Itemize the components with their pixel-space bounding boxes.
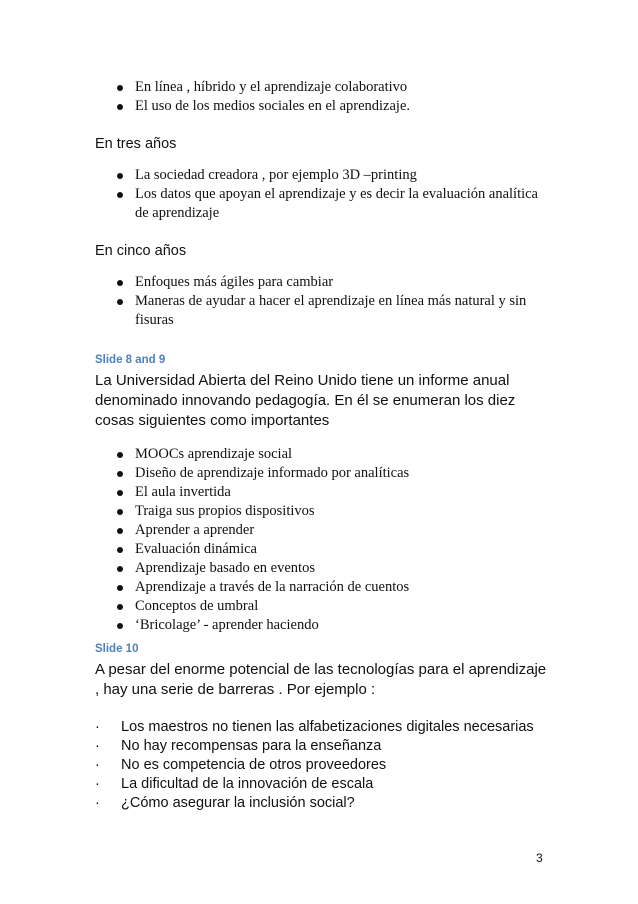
bullet-icon bbox=[117, 280, 123, 286]
bullet-icon bbox=[117, 490, 123, 496]
list-item: Conceptos de umbral bbox=[117, 597, 545, 616]
slide-8-9-label: Slide 8 and 9 bbox=[95, 354, 166, 366]
bullet-icon: · bbox=[95, 757, 100, 773]
list-item: Evaluación dinámica bbox=[117, 540, 545, 559]
list-item: Aprendizaje basado en eventos bbox=[117, 559, 545, 578]
bullet-icon bbox=[117, 547, 123, 553]
bullet-icon bbox=[117, 509, 123, 515]
three-years-bullet-list bbox=[95, 166, 547, 223]
list-item: Los datos que apoyan el aprendizaje y es decir la evaluación analítica de aprendizaje bbox=[117, 185, 547, 223]
bullet-icon bbox=[117, 104, 123, 110]
list-item: · No es competencia de otros proveedores bbox=[95, 757, 387, 773]
document-page bbox=[95, 70, 545, 813]
slide-10-label: Slide 10 bbox=[95, 643, 139, 655]
list-item: ‘Bricolage’ - aprender haciendo bbox=[117, 616, 545, 635]
list-item: En línea , híbrido y el aprendizaje colaborativo bbox=[117, 78, 545, 97]
page-number: 3 bbox=[536, 851, 543, 865]
bullet-icon bbox=[117, 299, 123, 305]
list-item: Aprender a aprender bbox=[117, 521, 545, 540]
five-years-heading: En cinco años bbox=[95, 243, 187, 259]
list-item: Traiga sus propios dispositivos bbox=[117, 502, 545, 521]
bullet-icon bbox=[117, 604, 123, 610]
bullet-icon: · bbox=[95, 776, 100, 792]
bullet-icon bbox=[117, 452, 123, 458]
list-item: MOOCs aprendizaje social bbox=[117, 445, 545, 464]
bullet-icon: · bbox=[95, 719, 100, 735]
bullet-icon bbox=[117, 623, 123, 629]
bullet-icon: · bbox=[95, 795, 100, 811]
intro-bullet-list bbox=[95, 78, 545, 116]
slide-10-barrier-list bbox=[95, 718, 545, 813]
bullet-icon: · bbox=[95, 738, 100, 754]
list-item: · ¿Cómo asegurar la inclusión social? bbox=[95, 795, 355, 811]
bullet-icon bbox=[117, 192, 123, 198]
list-item: Diseño de aprendizaje informado por analíticas bbox=[117, 464, 545, 483]
list-item: El uso de los medios sociales en el aprendizaje. bbox=[117, 97, 545, 116]
list-item: · No hay recompensas para la enseñanza bbox=[95, 738, 382, 754]
bullet-icon bbox=[117, 471, 123, 477]
list-item: El aula invertida bbox=[117, 483, 545, 502]
list-item: Aprendizaje a través de la narración de cuentos bbox=[117, 578, 545, 597]
list-item: La sociedad creadora , por ejemplo 3D –printing bbox=[117, 166, 547, 185]
bullet-icon bbox=[117, 528, 123, 534]
list-item: · La dificultad de la innovación de escala bbox=[95, 776, 374, 792]
list-item: · Los maestros no tienen las alfabetizaciones digitales necesarias bbox=[95, 719, 534, 735]
three-years-heading: En tres años bbox=[95, 136, 177, 152]
bullet-icon bbox=[117, 173, 123, 179]
bullet-icon bbox=[117, 566, 123, 572]
slide-10-text: A pesar del enorme potencial de las tecnologías para el aprendizaje , hay una serie de barreras . Por ejemplo : bbox=[95, 661, 547, 698]
bullet-icon bbox=[117, 85, 123, 91]
slide-8-9-bullet-list bbox=[95, 445, 545, 635]
slide-8-9-text: La Universidad Abierta del Reino Unido tiene un informe anual denominado innovando pedagogía. En él se enumeran los diez cosas siguientes como importantes bbox=[95, 372, 516, 429]
list-item: Maneras de ayudar a hacer el aprendizaje en línea más natural y sin fisuras bbox=[117, 292, 567, 330]
list-item: Enfoques más ágiles para cambiar bbox=[117, 273, 567, 292]
bullet-icon bbox=[117, 585, 123, 591]
five-years-bullet-list bbox=[95, 273, 567, 330]
